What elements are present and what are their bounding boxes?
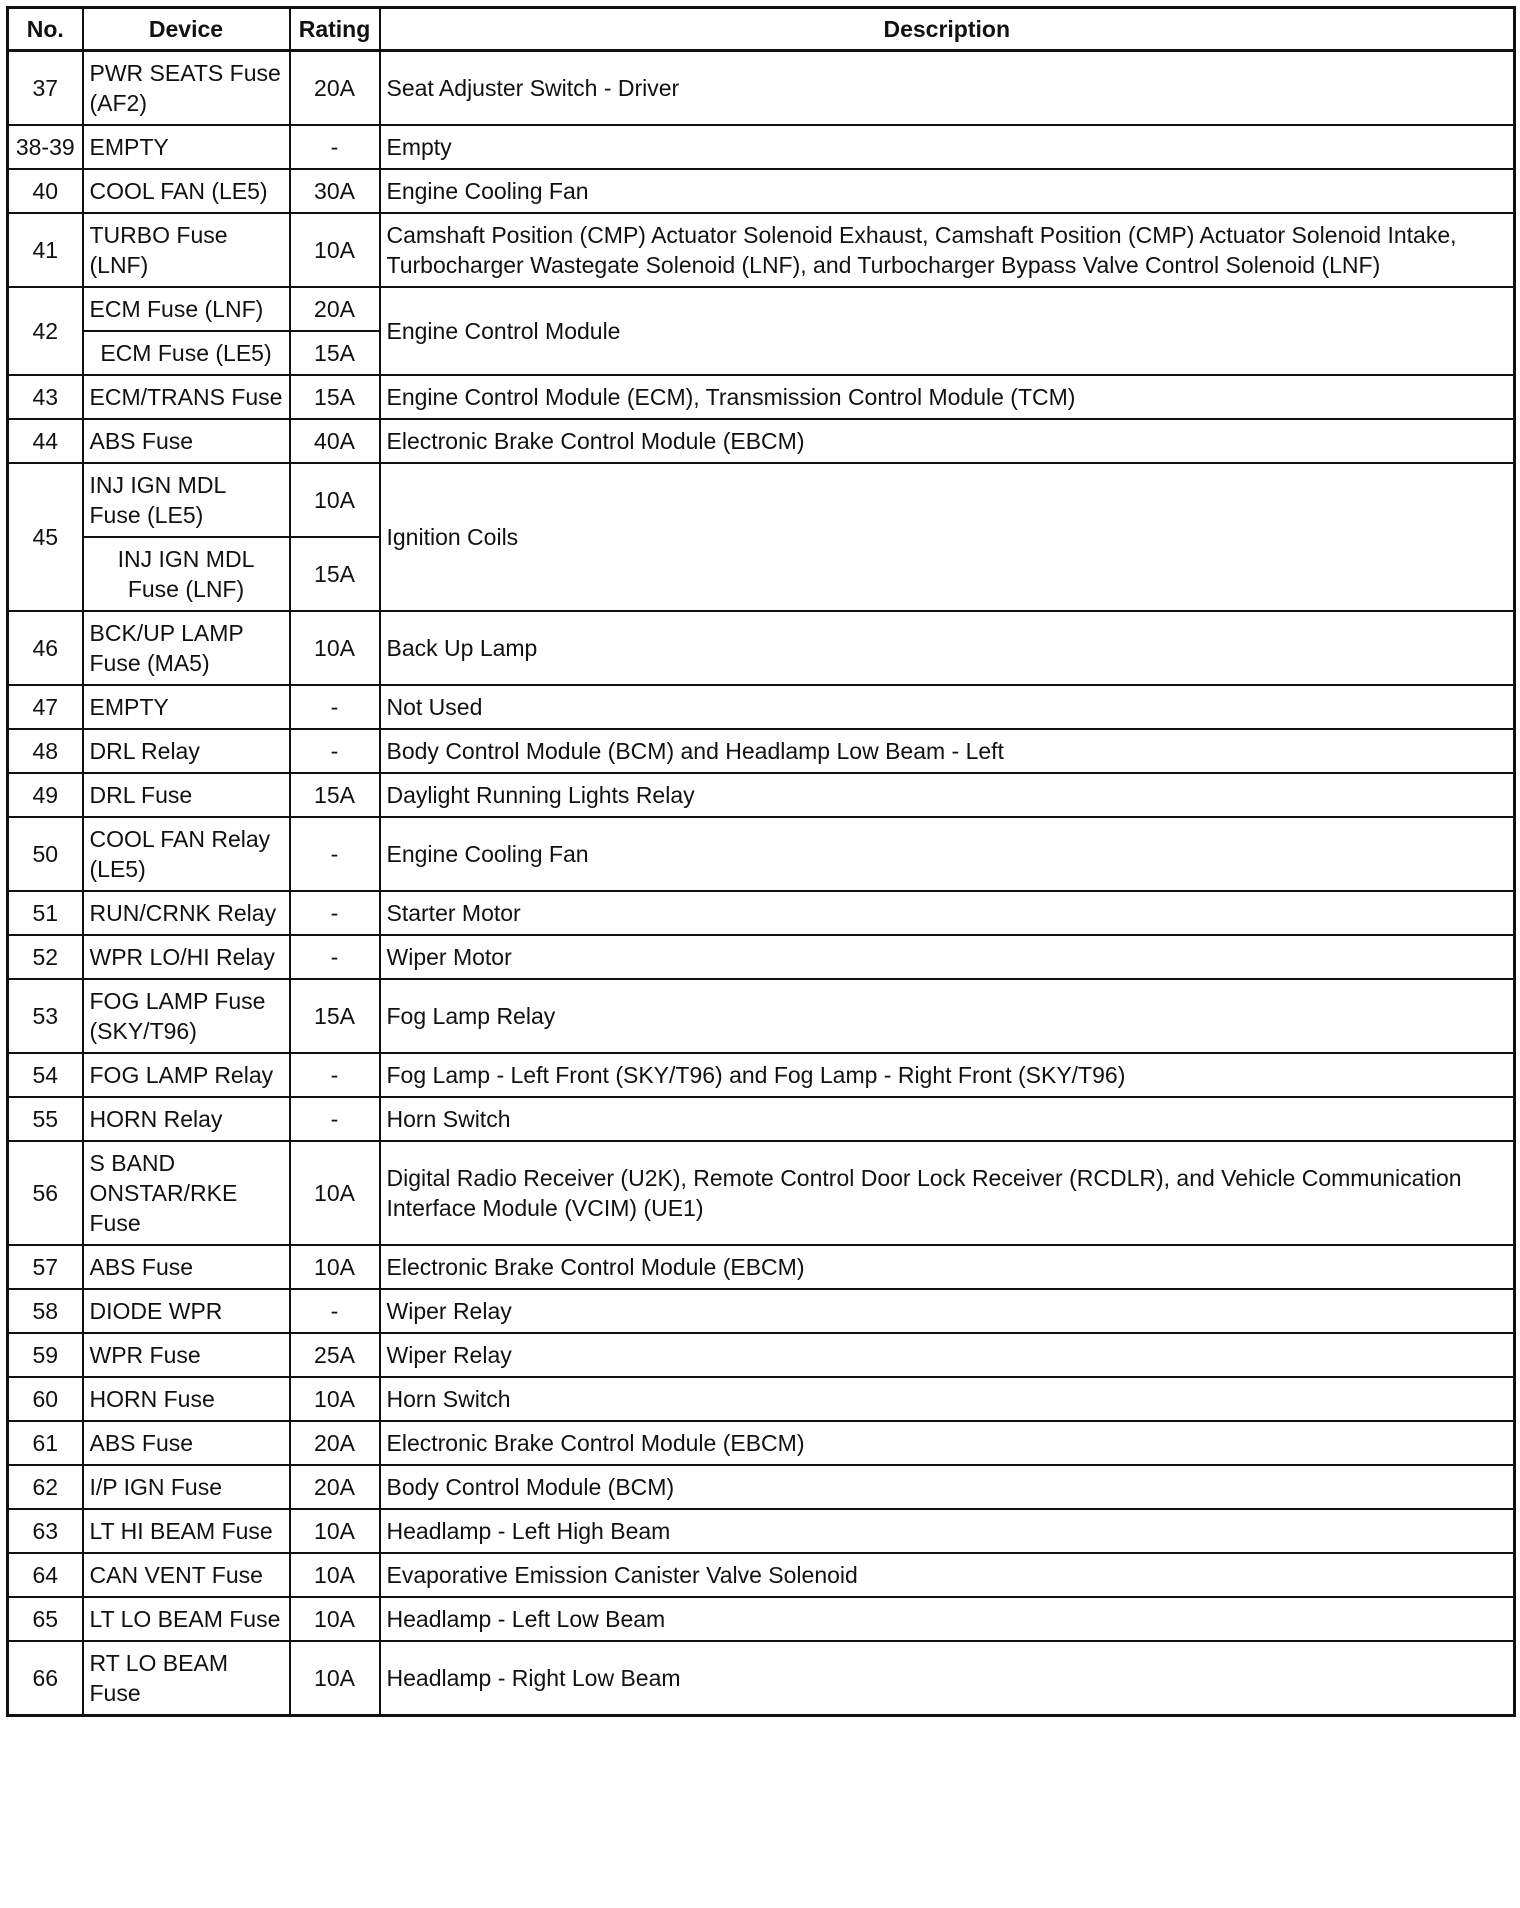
fuse-table [6, 6, 1516, 1717]
description-cell: Body Control Module (BCM) [380, 1465, 1515, 1509]
device-cell: COOL FAN Relay (LE5) [83, 817, 290, 891]
description-cell: Horn Switch [380, 1377, 1515, 1421]
description-cell: Evaporative Emission Canister Valve Solenoid [380, 1553, 1515, 1597]
header-device: Device [83, 8, 290, 51]
rating-cell: 15A [290, 375, 380, 419]
description-cell: Wiper Motor [380, 935, 1515, 979]
table-row [8, 773, 1515, 817]
table-row [8, 1465, 1515, 1509]
rating-cell: - [290, 729, 380, 773]
fuse-number: 65 [8, 1597, 83, 1641]
rating-cell: 10A [290, 1597, 380, 1641]
description-cell: Fog Lamp - Left Front (SKY/T96) and Fog Lamp - Right Front (SKY/T96) [380, 1053, 1515, 1097]
description-cell: Wiper Relay [380, 1333, 1515, 1377]
device-cell: LT LO BEAM Fuse [83, 1597, 290, 1641]
device-cell: S BAND ONSTAR/RKE Fuse [83, 1141, 290, 1245]
description-cell: Digital Radio Receiver (U2K), Remote Control Door Lock Receiver (RCDLR), and Vehicle Communication Interface Module (VCIM) (UE1) [380, 1141, 1515, 1245]
rating-cell: 20A [290, 1465, 380, 1509]
header-description: Description [380, 8, 1515, 51]
description-cell: Headlamp - Left Low Beam [380, 1597, 1515, 1641]
rating-cell: 10A [290, 213, 380, 287]
table-row [8, 979, 1515, 1053]
description-cell: Wiper Relay [380, 1289, 1515, 1333]
fuse-number: 56 [8, 1141, 83, 1245]
table-row [8, 1509, 1515, 1553]
fuse-number: 51 [8, 891, 83, 935]
device-cell: ECM Fuse (LNF) [83, 287, 290, 331]
rating-cell: 20A [290, 51, 380, 126]
description-cell: Electronic Brake Control Module (EBCM) [380, 419, 1515, 463]
table-row [8, 51, 1515, 126]
device-cell: INJ IGN MDL Fuse (LNF) [83, 537, 290, 611]
rating-cell: 25A [290, 1333, 380, 1377]
table-row [8, 419, 1515, 463]
device-cell: DRL Fuse [83, 773, 290, 817]
rating-cell: - [290, 1097, 380, 1141]
fuse-number: 57 [8, 1245, 83, 1289]
fuse-number: 46 [8, 611, 83, 685]
device-cell: DIODE WPR [83, 1289, 290, 1333]
fuse-number: 40 [8, 169, 83, 213]
table-row [8, 1053, 1515, 1097]
table-row [8, 213, 1515, 287]
fuse-number: 43 [8, 375, 83, 419]
device-cell: RUN/CRNK Relay [83, 891, 290, 935]
table-body [8, 51, 1515, 1716]
description-cell: Camshaft Position (CMP) Actuator Solenoid Exhaust, Camshaft Position (CMP) Actuator Solenoid Intake, Turbocharger Wastegate Solenoid (LNF), and Turbocharger Bypass Valve Control Solenoid (LNF) [380, 213, 1515, 287]
rating-cell: - [290, 935, 380, 979]
rating-cell: - [290, 891, 380, 935]
rating-cell: 10A [290, 463, 380, 537]
rating-cell: 20A [290, 1421, 380, 1465]
table-row [8, 685, 1515, 729]
description-cell: Not Used [380, 685, 1515, 729]
table-row [8, 1141, 1515, 1245]
description-cell: Starter Motor [380, 891, 1515, 935]
rating-cell: - [290, 1053, 380, 1097]
fuse-number: 45 [8, 463, 83, 611]
header-no: No. [8, 8, 83, 51]
table-row [8, 935, 1515, 979]
description-cell: Body Control Module (BCM) and Headlamp Low Beam - Left [380, 729, 1515, 773]
description-cell: Engine Control Module (ECM), Transmission Control Module (TCM) [380, 375, 1515, 419]
table-row [8, 891, 1515, 935]
description-cell: Daylight Running Lights Relay [380, 773, 1515, 817]
rating-cell: 10A [290, 1377, 380, 1421]
rating-cell: 15A [290, 331, 380, 375]
header-row [8, 8, 1515, 51]
fuse-number: 41 [8, 213, 83, 287]
fuse-number: 59 [8, 1333, 83, 1377]
table-row [8, 1245, 1515, 1289]
device-cell: HORN Relay [83, 1097, 290, 1141]
description-cell: Fog Lamp Relay [380, 979, 1515, 1053]
description-cell: Horn Switch [380, 1097, 1515, 1141]
device-cell: WPR LO/HI Relay [83, 935, 290, 979]
description-cell: Back Up Lamp [380, 611, 1515, 685]
table-row [8, 1597, 1515, 1641]
device-cell: COOL FAN (LE5) [83, 169, 290, 213]
device-cell: BCK/UP LAMP Fuse (MA5) [83, 611, 290, 685]
fuse-number: 61 [8, 1421, 83, 1465]
description-cell: Engine Control Module [380, 287, 1515, 375]
device-cell: ABS Fuse [83, 419, 290, 463]
device-cell: PWR SEATS Fuse (AF2) [83, 51, 290, 126]
device-cell: I/P IGN Fuse [83, 1465, 290, 1509]
device-cell: WPR Fuse [83, 1333, 290, 1377]
description-cell: Empty [380, 125, 1515, 169]
table-row [8, 1097, 1515, 1141]
header-rating: Rating [290, 8, 380, 51]
rating-cell: 10A [290, 1641, 380, 1716]
table-row [8, 1377, 1515, 1421]
device-cell: FOG LAMP Fuse (SKY/T96) [83, 979, 290, 1053]
description-cell: Headlamp - Right Low Beam [380, 1641, 1515, 1716]
table-row [8, 1289, 1515, 1333]
fuse-number: 48 [8, 729, 83, 773]
fuse-number: 53 [8, 979, 83, 1053]
device-cell: INJ IGN MDL Fuse (LE5) [83, 463, 290, 537]
rating-cell: 10A [290, 1245, 380, 1289]
device-cell: FOG LAMP Relay [83, 1053, 290, 1097]
fuse-number: 66 [8, 1641, 83, 1716]
device-cell: CAN VENT Fuse [83, 1553, 290, 1597]
fuse-number: 42 [8, 287, 83, 375]
rating-cell: 10A [290, 1553, 380, 1597]
rating-cell: 10A [290, 1141, 380, 1245]
rating-cell: 20A [290, 287, 380, 331]
description-cell: Engine Cooling Fan [380, 817, 1515, 891]
fuse-number: 44 [8, 419, 83, 463]
device-cell: TURBO Fuse (LNF) [83, 213, 290, 287]
table-row [8, 611, 1515, 685]
table-row [8, 125, 1515, 169]
description-cell: Electronic Brake Control Module (EBCM) [380, 1245, 1515, 1289]
rating-cell: 40A [290, 419, 380, 463]
device-cell: ECM Fuse (LE5) [83, 331, 290, 375]
table-row [8, 1421, 1515, 1465]
device-cell: DRL Relay [83, 729, 290, 773]
rating-cell: 15A [290, 537, 380, 611]
fuse-number: 37 [8, 51, 83, 126]
description-cell: Engine Cooling Fan [380, 169, 1515, 213]
device-cell: EMPTY [83, 685, 290, 729]
rating-cell: 15A [290, 773, 380, 817]
table-row [8, 817, 1515, 891]
device-cell: EMPTY [83, 125, 290, 169]
description-cell: Headlamp - Left High Beam [380, 1509, 1515, 1553]
device-cell: HORN Fuse [83, 1377, 290, 1421]
rating-cell: 15A [290, 979, 380, 1053]
device-cell: RT LO BEAM Fuse [83, 1641, 290, 1716]
table-row [8, 729, 1515, 773]
rating-cell: 30A [290, 169, 380, 213]
table-row [8, 169, 1515, 213]
rating-cell: - [290, 1289, 380, 1333]
rating-cell: 10A [290, 611, 380, 685]
table-row [8, 375, 1515, 419]
device-cell: LT HI BEAM Fuse [83, 1509, 290, 1553]
rating-cell: - [290, 125, 380, 169]
device-cell: ECM/TRANS Fuse [83, 375, 290, 419]
rating-cell: - [290, 817, 380, 891]
table-row [8, 287, 1515, 331]
fuse-number: 62 [8, 1465, 83, 1509]
table-row [8, 1553, 1515, 1597]
description-cell: Seat Adjuster Switch - Driver [380, 51, 1515, 126]
table-row [8, 1641, 1515, 1716]
device-cell: ABS Fuse [83, 1421, 290, 1465]
rating-cell: - [290, 685, 380, 729]
fuse-number: 60 [8, 1377, 83, 1421]
fuse-number: 38-39 [8, 125, 83, 169]
description-cell: Electronic Brake Control Module (EBCM) [380, 1421, 1515, 1465]
fuse-number: 50 [8, 817, 83, 891]
rating-cell: 10A [290, 1509, 380, 1553]
fuse-number: 55 [8, 1097, 83, 1141]
fuse-number: 64 [8, 1553, 83, 1597]
table-row [8, 463, 1515, 537]
fuse-number: 54 [8, 1053, 83, 1097]
device-cell: ABS Fuse [83, 1245, 290, 1289]
table-row [8, 1333, 1515, 1377]
fuse-number: 63 [8, 1509, 83, 1553]
fuse-number: 47 [8, 685, 83, 729]
fuse-number: 49 [8, 773, 83, 817]
description-cell: Ignition Coils [380, 463, 1515, 611]
fuse-number: 52 [8, 935, 83, 979]
fuse-number: 58 [8, 1289, 83, 1333]
